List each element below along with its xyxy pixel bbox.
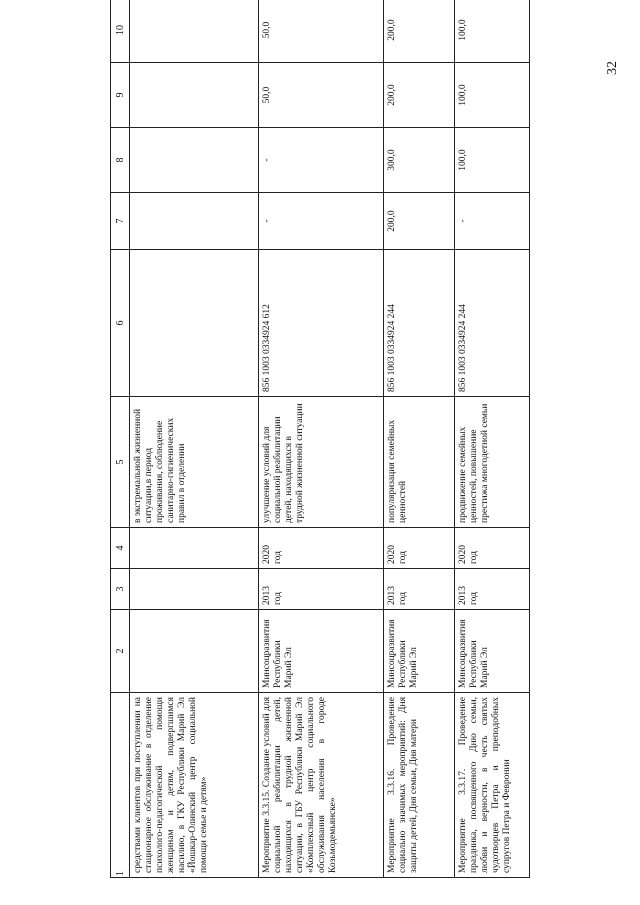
page-number: 32	[605, 61, 620, 75]
executor-cell: Минсоцразвития Республики Марий Эл	[383, 610, 454, 693]
measure-name-cell: Мероприятие 3.3.15. Создание условий для социальной реабилитации детей, находящихся в трудной жизненной ситуации, в ГБУ Республики Марий Эл «Комплексный центр социального обслуживания населения в городе Козьмодемьянске»	[259, 693, 383, 878]
amount-cell-7: 200,0	[383, 193, 454, 250]
expected-result-cell: продвижение семейных ценностей, повышение престижа многодетной семьи	[454, 397, 529, 528]
amount-cell-7: -	[259, 193, 383, 250]
col-header-1: 1	[111, 693, 130, 878]
table-row	[383, 0, 454, 878]
col-header-8: 8	[111, 128, 130, 193]
executor-cell: Минсоцразвития Республики Марий Эл	[454, 610, 529, 693]
col-header-4: 4	[111, 528, 130, 569]
start-year-cell: 2013 год	[259, 569, 383, 610]
amount-cell-10	[130, 0, 259, 63]
start-year-cell: 2013 год	[383, 569, 454, 610]
program-measures-table	[110, 0, 530, 878]
amount-cell-9: 50,0	[259, 63, 383, 128]
amount-cell-7	[130, 193, 259, 250]
col-header-3: 3	[111, 569, 130, 610]
end-year-cell: 2020 год	[383, 528, 454, 569]
budget-code-cell: 856 1003 0334924 244	[383, 250, 454, 397]
rotated-table-container	[110, 19, 530, 878]
col-header-2: 2	[111, 610, 130, 693]
col-header-10: 10	[111, 0, 130, 63]
expected-result-cell: популяризация семейных ценностей	[383, 397, 454, 528]
start-year-cell	[130, 569, 259, 610]
amount-cell-8: 100,0	[454, 128, 529, 193]
measure-name-cell: Мероприятие 3.3.16. Проведение социально значимых мероприятий: Дня защиты детей, Дня семьи, Дня матери	[383, 693, 454, 878]
amount-cell-9	[130, 63, 259, 128]
amount-cell-9: 200,0	[383, 63, 454, 128]
amount-cell-9: 100,0	[454, 63, 529, 128]
column-number-row	[111, 0, 130, 878]
amount-cell-10: 50,0	[259, 0, 383, 63]
amount-cell-10: 200,0	[383, 0, 454, 63]
start-year-cell: 2013 год	[454, 569, 529, 610]
executor-cell: Минсоцразвития Республики Марий Эл	[259, 610, 383, 693]
expected-result-cell: в экстремальной жизненной ситуации,в период проживания, соблюдение санитарно-гигиенических правил в отделении	[130, 397, 259, 528]
table-row	[130, 0, 259, 878]
amount-cell-8: -	[259, 128, 383, 193]
executor-cell	[130, 610, 259, 693]
end-year-cell	[130, 528, 259, 569]
budget-code-cell: 856 1003 0334924 244	[454, 250, 529, 397]
col-header-5: 5	[111, 397, 130, 528]
table-row	[259, 0, 383, 878]
amount-cell-10: 100,0	[454, 0, 529, 63]
col-header-9: 9	[111, 63, 130, 128]
measure-name-cell: средствами клиентов при поступлении на стационарное обслуживание в отделение психолого-педагогической помощи женщинам и детям, подвергшимся насилию, в ГКУ Республики Марий Эл «Йошкар-Олинский центр социальной помощи семье и детям»	[130, 693, 259, 878]
budget-code-cell	[130, 250, 259, 397]
amount-cell-8: 300,0	[383, 128, 454, 193]
amount-cell-8	[130, 128, 259, 193]
amount-cell-7: -	[454, 193, 529, 250]
budget-code-cell: 856 1003 0334924 612	[259, 250, 383, 397]
measure-name-cell: Мероприятие 3.3.17. Проведение праздника, посвященного Дню семьи, любви и верности, в честь святых чудотворцев Петра и преподобных супругов Петра и Февронии	[454, 693, 529, 878]
table-row	[454, 0, 529, 878]
expected-result-cell: улучшение условий для социальной реабилитации детей, находящихся в трудной жизненной ситуации	[259, 397, 383, 528]
end-year-cell: 2020 год	[454, 528, 529, 569]
col-header-6: 6	[111, 250, 130, 397]
col-header-7: 7	[111, 193, 130, 250]
end-year-cell: 2020 год	[259, 528, 383, 569]
